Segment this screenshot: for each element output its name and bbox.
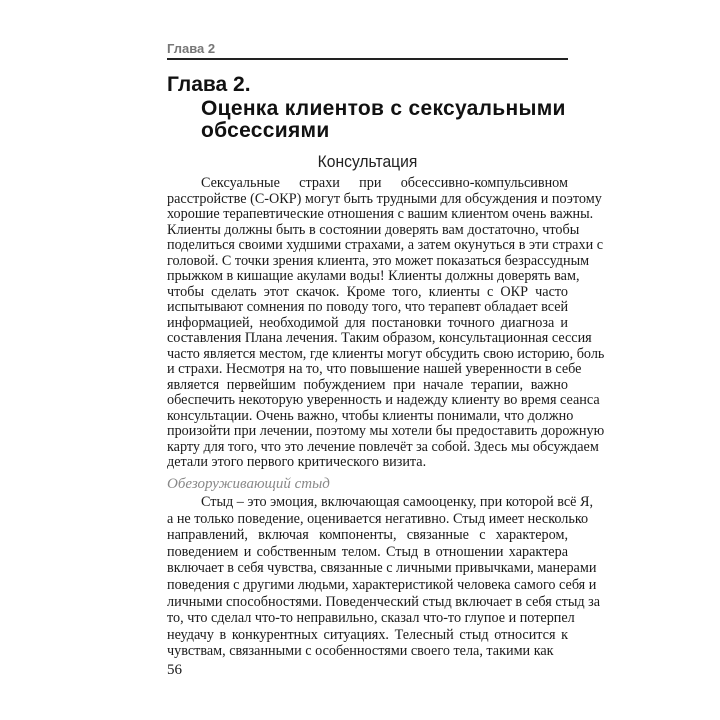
chapter-title-line: обсессиями <box>201 119 330 142</box>
text-line: головой. С точки зрения клиента, это может показаться безрассудным <box>167 252 590 269</box>
text-line: чувствам, связанными с особенностями своего тела, такими как <box>167 643 554 660</box>
text-line: неудачу в конкурентных ситуациях. Телесный стыд относится к <box>167 626 568 643</box>
text-line: поделиться своими худшими страхами, а затем окунуться в эти страхи с <box>167 237 604 253</box>
text-line: испытывают сомнения по поводу того, что терапевт обладает всей <box>167 299 569 315</box>
text-line: и страхи. Несмотря на то, что повышение нашей уверенности в себе <box>167 361 582 377</box>
text-line: часто является местом, где клиенты могут обсудить свою историю, боль <box>167 345 605 362</box>
paragraph-shame <box>167 494 601 660</box>
text-line: направлений, включая компоненты, связанные с характером, <box>167 527 568 544</box>
text-line: обеспечить некоторую уверенность и надежду клиенту во время сеанса <box>167 392 600 408</box>
text-line: поведения с другими людьми, характеристикой человека самого себя и <box>167 576 597 593</box>
text-line: является первейшим побуждением при начале терапии, важно <box>167 376 568 393</box>
text-line: произойти при лечении, поэтому мы хотели бы предоставить дорожную <box>167 423 605 439</box>
running-header: Глава 2 <box>167 41 216 56</box>
text-line: карту для того, что это лечение повлечёт за собой. Здесь мы обсуждаем <box>167 438 599 455</box>
header-rule <box>167 58 568 60</box>
text-line: информацией, необходимой для постановки точного диагноза и <box>167 314 568 331</box>
text-line: чтобы сделать этот скачок. Кроме того, клиенты с ОКР часто <box>167 283 568 300</box>
text-line: Стыд – это эмоция, включающая самооценку, при которой всё Я, <box>201 494 594 510</box>
chapter-label: Глава 2. <box>167 73 251 96</box>
paragraph-consultation <box>167 175 605 471</box>
text-line: хорошие терапевтические отношения с вашим клиентом очень важны. <box>167 206 594 222</box>
text-line: Сексуальные страхи при обсессивно-компульсивном <box>201 175 568 191</box>
subsection-title: Обезоруживающий стыд <box>167 476 330 492</box>
text-line: личными способностями. Поведенческий стыд включает в себя стыд за <box>167 593 601 610</box>
text-line: включает в себя чувства, связанные с личными привычками, манерами <box>167 560 597 577</box>
section-title: Консультация <box>317 152 418 171</box>
text-line: поведением и собственным телом. Стыд в отношении характера <box>167 543 568 560</box>
text-line: а не только поведение, оценивается негативно. Стыд имеет несколько <box>167 510 589 527</box>
page-number: 56 <box>167 662 182 678</box>
text-line: расстройстве (С-ОКР) могут быть трудными для обсуждения и поэтому <box>167 190 602 207</box>
text-line: прыжком в кишащие акулами воды! Клиенты должны доверять вам, <box>167 268 580 284</box>
text-line: консультации. Очень важно, чтобы клиенты понимали, что должно <box>167 407 574 424</box>
text-line: то, что сделал что-то неправильно, сказал что-то глупое и потерпел <box>167 610 575 627</box>
text-line: Клиенты должны быть в состоянии доверять вам достаточно, чтобы <box>167 221 580 238</box>
text-line: детали этого первого критического визита. <box>167 454 427 470</box>
chapter-title-line: Оценка клиентов с сексуальными <box>201 97 566 120</box>
text-line: составления Плана лечения. Таким образом, консультационная сессия <box>167 330 592 346</box>
